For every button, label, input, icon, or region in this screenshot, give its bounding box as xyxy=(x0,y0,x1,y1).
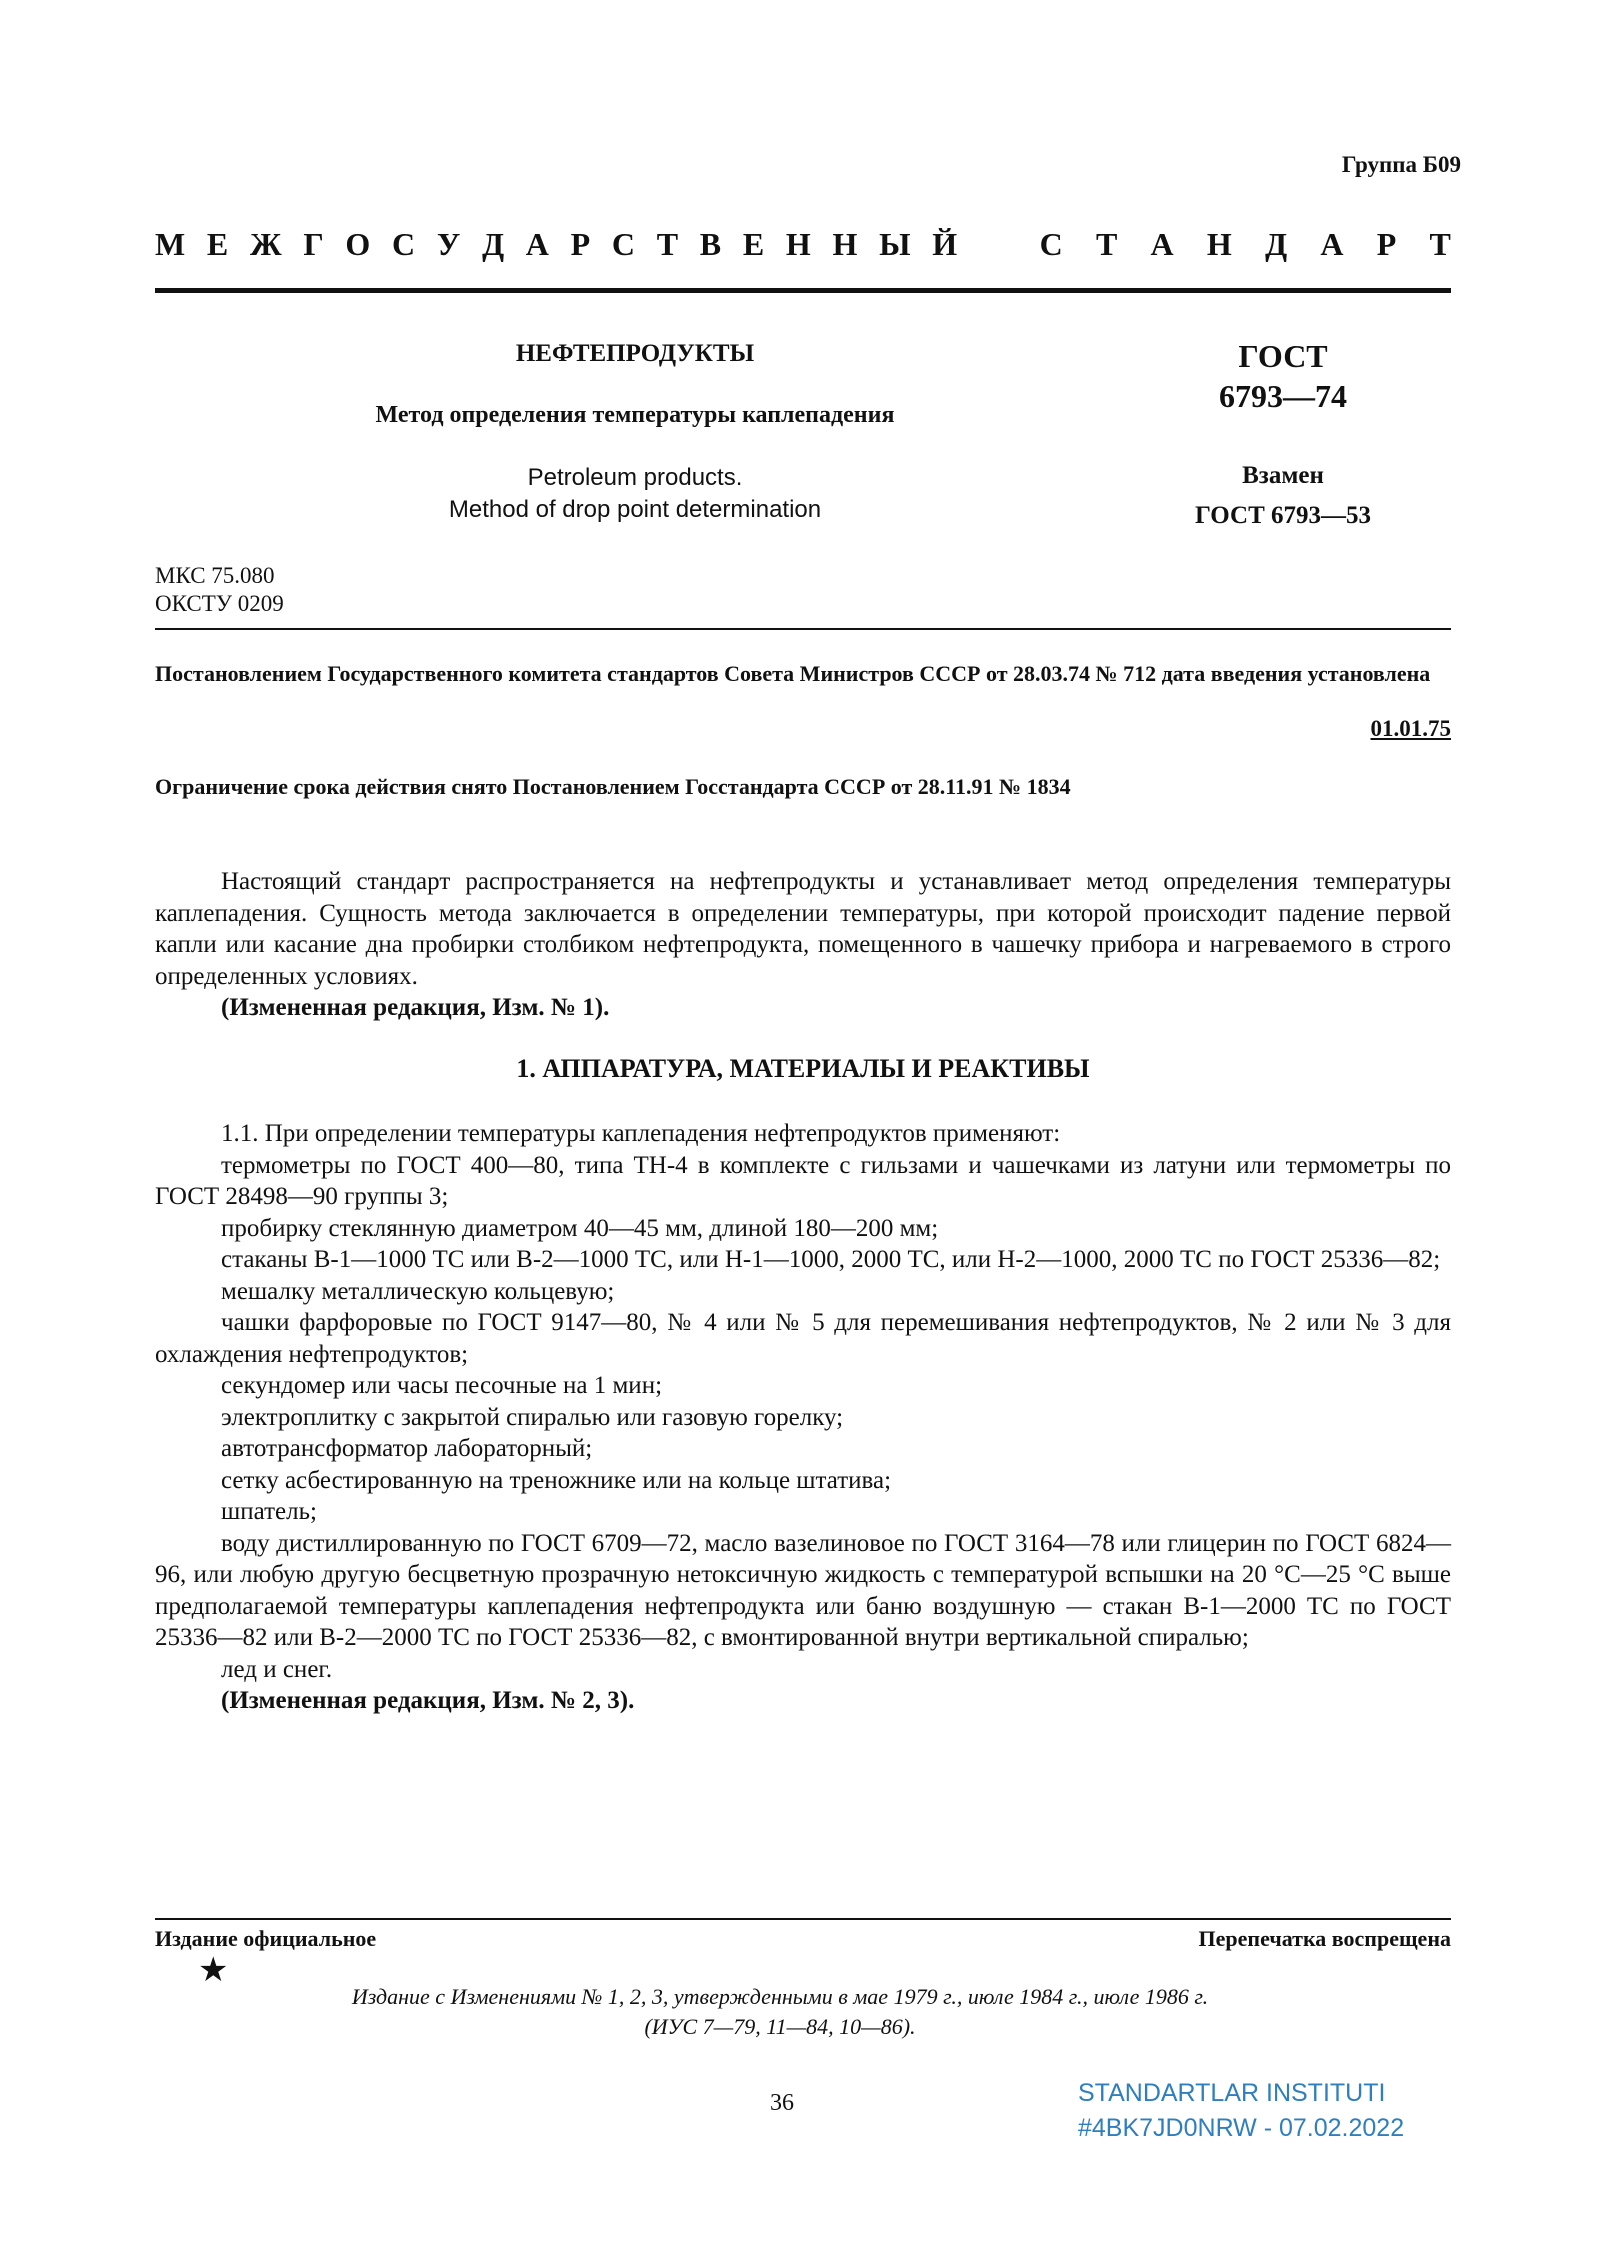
footer-rule xyxy=(155,1918,1451,1920)
amendments-line-1: Издание с Изменениями № 1, 2, 3, утвержденными в мае 1979 г., июле 1984 г., июле 1986 г. xyxy=(351,1984,1209,2009)
middle-rule xyxy=(155,628,1451,630)
interstate-letter: Е xyxy=(742,226,765,262)
gost-designation xyxy=(1148,336,1418,416)
star-icon: ★ xyxy=(198,1952,229,1989)
list-item: стаканы В-1—1000 ТС или В-2—1000 ТС, или Н-1—1000, 2000 ТС, или Н-2—1000, 2000 ТС по ГОСТ 25336—82; xyxy=(221,1246,1441,1273)
interstate-letter: О xyxy=(345,226,371,262)
standard-letter: Р xyxy=(1376,226,1397,262)
interstate-letter: В xyxy=(699,226,722,262)
no-reprint-label: Перепечатка воспрещена xyxy=(1198,1926,1451,1951)
standard-letter: Д xyxy=(1265,226,1288,262)
interstate-letter: Н xyxy=(832,226,858,262)
standard-letter: А xyxy=(1320,226,1344,262)
interstate-letter: Н xyxy=(785,226,811,262)
interstate-letter: Р xyxy=(570,226,591,262)
interstate-letter: А xyxy=(525,226,549,262)
standard-letter: Н xyxy=(1206,226,1232,262)
interstate-letter: С xyxy=(611,226,635,262)
standard-letter: Т xyxy=(1429,226,1451,262)
heading-word-interstate xyxy=(155,226,957,263)
replaces-number: ГОСТ 6793—53 xyxy=(1194,502,1371,529)
mks-code: МКС 75.080 xyxy=(155,563,275,588)
list-item: лед и снег. xyxy=(221,1655,333,1683)
interstate-letter: М xyxy=(155,226,186,262)
interstate-letter: Д xyxy=(482,226,505,262)
interstate-letter: С xyxy=(392,226,416,262)
amendments-line-2: (ИУС 7—79, 11—84, 10—86). xyxy=(644,2014,916,2039)
classification-codes xyxy=(155,562,284,618)
interstate-letter: Ж xyxy=(249,226,282,262)
intro-revision-note: (Измененная редакция, Изм. № 1). xyxy=(221,994,610,1021)
amendments-note xyxy=(220,1982,1340,2042)
stamp-line-2: #4BK7JD0NRW - 07.02.2022 xyxy=(1078,2114,1405,2142)
interstate-letter: Ы xyxy=(879,226,911,262)
intro-paragraph: Настоящий стандарт распространяется на нефтепродукты и устанавливает метод определения температуры каплепадения. Сущность метода заключается в определении температуры, при которой происходит падение первой капли или касание дна пробирки столбиком нефтепродукта, помещенного в чашечку прибора и нагреваемого в строго определенных условиях. xyxy=(155,868,1451,990)
list-item: секундомер или часы песочные на 1 мин; xyxy=(221,1372,663,1399)
list-item: пробирку стеклянную диаметром 40—45 мм, длиной 180—200 мм; xyxy=(221,1214,939,1242)
interstate-standard-heading xyxy=(155,226,1451,263)
official-edition-label: Издание официальное xyxy=(155,1926,377,1951)
institute-stamp xyxy=(1078,2076,1404,2146)
group-code: Группа Б09 xyxy=(1341,152,1461,177)
decree-text: Постановлением Государственного комитета стандартов Совета Министров СССР от 28.03.74 № 712 дата введения установлена xyxy=(155,661,1431,686)
interstate-letter: Г xyxy=(303,226,324,262)
list-item: шпатель; xyxy=(221,1498,317,1525)
interstate-letter: У xyxy=(436,226,461,262)
english-title-line-2: Method of drop point determination xyxy=(448,496,822,523)
list-item: электроплитку с закрытой спиралью или газовую горелку; xyxy=(221,1403,844,1431)
list-item: 1.1. При определении температуры каплепадения нефтепродуктов применяют: xyxy=(221,1120,1061,1147)
replaces-label: Взамен xyxy=(1242,462,1324,489)
english-title xyxy=(255,462,1015,526)
interstate-letter: Т xyxy=(656,226,679,262)
list-item: мешалку металлическую кольцевую; xyxy=(221,1277,615,1305)
section-1-title: 1. АППАРАТУРА, МАТЕРИАЛЫ И РЕАКТИВЫ xyxy=(516,1054,1090,1083)
top-rule xyxy=(155,288,1451,293)
interstate-letter: Е xyxy=(206,226,229,262)
english-title-line-1: Petroleum products. xyxy=(527,464,743,491)
list-item: воду дистиллированную по ГОСТ 6709—72, масло вазелиновое по ГОСТ 3164—78 или глицерин по ГОСТ 6824—96, или любую другую бесцветную прозрачную нетоксичную жидкость с температурой вспышки на 20 °С—25 °С выше предполагаемой температуры каплепадения нефтепродукта или баню воздушную — стакан В-1—2000 ТС по ГОСТ 25336—82 или В-2—2000 ТС по ГОСТ 25336—82, с вмонтированной внутри вертикальной спиралью; xyxy=(155,1529,1451,1651)
gost-label: ГОСТ xyxy=(1238,338,1328,374)
section-1-revision-note: (Измененная редакция, Изм. № 2, 3). xyxy=(221,1687,635,1714)
intro-section xyxy=(155,866,1451,1024)
replaces-block xyxy=(1148,456,1418,536)
stamp-line-1: STANDARTLAR INSTITUTI xyxy=(1078,2079,1386,2107)
limit-removed-text: Ограничение срока действия снято Постановлением Госстандарта СССР от 28.11.91 № 1834 xyxy=(155,774,1071,799)
list-item: автотрансформатор лабораторный; xyxy=(221,1435,593,1462)
list-item: сетку асбестированную на треножнике или на кольце штатива; xyxy=(221,1466,892,1494)
standard-letter: Т xyxy=(1095,226,1118,262)
heading-word-standard xyxy=(1040,226,1451,263)
document-title: НЕФТЕПРОДУКТЫ xyxy=(515,340,755,367)
section-1-body xyxy=(155,1118,1451,1717)
okstu-code: ОКСТУ 0209 xyxy=(155,591,284,616)
standard-letter: С xyxy=(1039,226,1063,262)
gost-number: 6793—74 xyxy=(1219,378,1347,414)
introduction-date: 01.01.75 xyxy=(1370,716,1451,741)
list-item: чашки фарфоровые по ГОСТ 9147—80, № 4 или № 5 для перемешивания нефтепродуктов, № 2 или № 3 для охлаждения нефтепродуктов; xyxy=(155,1309,1451,1368)
interstate-letter: Й xyxy=(932,226,958,262)
page-number: 36 xyxy=(770,2090,794,2116)
list-item: термометры по ГОСТ 400—80, типа ТН-4 в комплекте с гильзами и чашечками из латуни или термометры по ГОСТ 28498—90 группы 3; xyxy=(155,1151,1451,1210)
standard-letter: А xyxy=(1150,226,1174,262)
document-subtitle: Метод определения температуры каплепадения xyxy=(375,402,895,428)
